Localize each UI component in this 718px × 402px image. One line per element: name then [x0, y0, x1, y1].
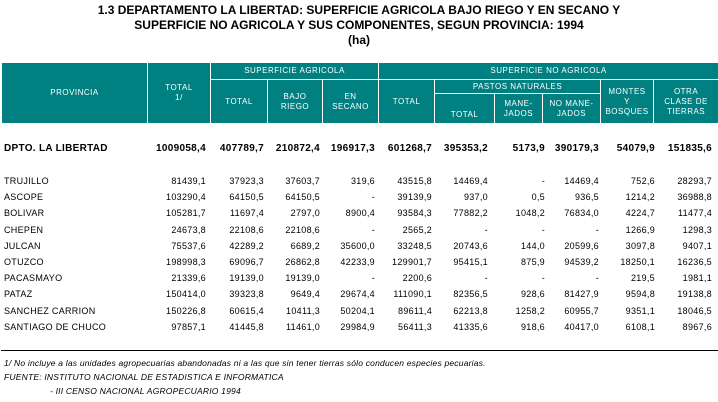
cell-value: 81439,1 [171, 176, 206, 186]
cell-value: 29674,4 [340, 289, 375, 300]
cell-value: - [541, 224, 545, 235]
cell-value: - [371, 192, 375, 203]
cell-value: 129901,7 [392, 257, 432, 267]
cell-value: 390179,3 [554, 143, 599, 154]
province-name: CHEPEN [4, 224, 44, 235]
cell-value: - [595, 273, 599, 284]
header-pastos-total: TOTAL [435, 94, 495, 124]
table-row [0, 190, 718, 204]
cell-value: 50204,1 [340, 305, 375, 316]
cell-value: 11697,4 [230, 208, 264, 219]
header-bajo-riego: BAJO RIEGO [268, 80, 323, 124]
title-line-1: 1.3 DEPARTAMENTO LA LIBERTAD: SUPERFICIE AGRICOLA BAJO RIEGO Y EN SECANO Y [97, 3, 621, 17]
cell-value: 2565,2 [402, 224, 432, 235]
source-line-2: - III CENSO NACIONAL AGROPECUARIO 1994 [50, 386, 241, 396]
cell-value: 198998,3 [166, 257, 206, 267]
cell-value: 937,0 [463, 192, 488, 203]
cell-value: 9649,4 [290, 289, 320, 300]
cell-value: 11477,4 [678, 208, 712, 219]
cell-value: 40417,0 [564, 321, 599, 332]
cell-value: 21339,6 [171, 273, 206, 284]
cell-value: 144,0 [520, 240, 545, 251]
header-no-manejados: NO MANE- JADOS [543, 94, 601, 124]
cell-value: 196917,3 [330, 143, 375, 154]
cell-value: 76834,0 [564, 208, 599, 219]
cell-value: 1298,3 [682, 224, 712, 235]
header-total: TOTAL 1/ [148, 63, 211, 124]
table-row [0, 271, 718, 285]
cell-value: 3097,8 [625, 240, 655, 251]
cell-value: 41445,8 [229, 321, 264, 332]
cell-value: 37603,7 [285, 176, 320, 186]
province-name: BOLIVAR [4, 208, 45, 219]
cell-value: 395353,2 [443, 143, 488, 154]
cell-value: - [541, 176, 545, 186]
cell-value: 2797,0 [290, 208, 320, 219]
cell-value: 10411,3 [286, 305, 320, 316]
cell-value: 93584,3 [397, 208, 432, 219]
header-otra-clase: OTRA CLASE DE TIERRAS [654, 80, 718, 124]
header-agricola-total: TOTAL [211, 80, 268, 124]
header-superficie-no-agricola: SUPERFICIE NO AGRICOLA [379, 63, 718, 80]
cell-value: 41335,6 [453, 321, 488, 332]
cell-value: 875,9 [520, 257, 545, 267]
cell-value: 42233,9 [340, 257, 375, 267]
cell-value: 22108,6 [285, 224, 320, 235]
cell-value: 75537,6 [171, 240, 206, 251]
total-row [0, 142, 718, 156]
cell-value: 18250,1 [620, 257, 655, 267]
cell-value: 219,5 [630, 273, 655, 284]
cell-value: 16236,5 [677, 257, 712, 267]
cell-value: 43515,8 [397, 176, 432, 186]
cell-value: 1266,9 [625, 224, 655, 235]
cell-value: 601268,7 [387, 143, 432, 154]
table-row [0, 174, 718, 188]
footnote-1: 1/ No incluye a las unidades agropecuarias abandonadas ni a las que sin tener tierras sólo conducen especies pecuarias. [4, 358, 486, 368]
cell-value: 95415,1 [453, 257, 488, 267]
province-name: ASCOPE [4, 192, 44, 203]
header-provincia: PROVINCIA [2, 63, 148, 124]
province-name: PACASMAYO [4, 273, 63, 284]
cell-value: 14469,4 [453, 176, 488, 186]
cell-value: 97857,1 [171, 321, 206, 332]
cell-value: 33248,5 [397, 240, 432, 251]
cell-value: 1214,2 [625, 192, 655, 203]
cell-value: 60615,4 [229, 305, 264, 316]
cell-value: 24673,8 [171, 224, 206, 235]
cell-value: 42289,2 [229, 240, 264, 251]
cell-value: 111090,1 [393, 289, 432, 300]
cell-value: 103290,4 [166, 192, 206, 203]
cell-value: 150414,0 [166, 289, 206, 300]
cell-value: 29984,9 [340, 321, 375, 332]
cell-value: 39323,8 [229, 289, 264, 300]
province-name: DPTO. LA LIBERTAD [4, 143, 108, 154]
title-units: (ha) [348, 33, 370, 47]
title-line-2: SUPERFICIE NO AGRICOLA Y SUS COMPONENTES, SEGUN PROVINCIA: 1994 [134, 18, 584, 32]
cell-value: 77882,2 [453, 208, 488, 219]
cell-value: 6108,1 [625, 321, 655, 332]
cell-value: 6689,2 [290, 240, 320, 251]
cell-value: - [595, 224, 599, 235]
cell-value: 1048,2 [515, 208, 545, 219]
cell-value: 37923,3 [229, 176, 264, 186]
cell-value: 8900,4 [345, 208, 375, 219]
cell-value: 407789,7 [219, 143, 264, 154]
cell-value: 8967,6 [682, 321, 712, 332]
cell-value: 936,5 [574, 192, 599, 203]
cell-value: 928,6 [520, 289, 545, 300]
cell-value: 36988,8 [677, 192, 712, 203]
cell-value: 82356,5 [453, 289, 488, 300]
province-name: TRUJILLO [4, 176, 49, 186]
cell-value: 20743,6 [453, 240, 488, 251]
cell-value: 18046,5 [677, 305, 712, 316]
table-row [0, 255, 718, 269]
cell-value: 1981,1 [682, 273, 712, 284]
cell-value: 94539,2 [564, 257, 599, 267]
cell-value: 35600,0 [340, 240, 375, 251]
province-name: OTUZCO [4, 257, 44, 267]
cell-value: 60955,7 [564, 305, 599, 316]
cell-value: 752,6 [630, 176, 655, 186]
cell-value: 54079,9 [616, 143, 655, 154]
cell-value: 19138,8 [677, 289, 712, 300]
cell-value: - [371, 273, 375, 284]
table-row [0, 239, 718, 253]
cell-value: 89611,4 [398, 305, 432, 316]
province-name: PATAZ [4, 289, 33, 300]
cell-value: 62213,8 [453, 305, 488, 316]
cell-value: 19139,0 [229, 273, 264, 284]
header-en-secano: EN SECANO [323, 80, 379, 124]
province-name: JULCAN [4, 240, 41, 251]
header-manejados: MANE- JADOS [495, 94, 543, 124]
cell-value: 19139,0 [285, 273, 320, 284]
cell-value: - [484, 273, 488, 284]
table-row [0, 287, 718, 301]
cell-value: 64150,5 [229, 192, 264, 203]
source-line: FUENTE: INSTITUTO NACIONAL DE ESTADISTICA E INFORMATICA [4, 372, 284, 382]
header-montes-bosques: MONTES Y BOSQUES [601, 80, 654, 124]
cell-value: 64150,5 [285, 192, 320, 203]
cell-value: 28293,7 [677, 176, 712, 186]
cell-value: 0,5 [531, 192, 545, 203]
cell-value: 105281,7 [166, 208, 206, 219]
cell-value: 9594,8 [625, 289, 655, 300]
cell-value: 1258,2 [515, 305, 545, 316]
table-header [1, 62, 718, 124]
cell-value: - [371, 224, 375, 235]
province-name: SANCHEZ CARRION [4, 305, 96, 316]
cell-value: 26862,8 [285, 257, 320, 267]
cell-value: 9407,1 [682, 240, 712, 251]
header-no-agricola-total: TOTAL [379, 80, 435, 124]
cell-value: 81427,9 [564, 289, 599, 300]
cell-value: 918,6 [520, 321, 545, 332]
cell-value: 39139,9 [397, 192, 432, 203]
table-title [0, 3, 718, 48]
cell-value: 151835,6 [667, 143, 712, 154]
table-row [0, 304, 718, 318]
header-pastos-naturales: PASTOS NATURALES [435, 80, 601, 94]
cell-value: - [541, 273, 545, 284]
cell-value: 20599,6 [564, 240, 599, 251]
cell-value: 2200,6 [402, 273, 432, 284]
cell-value: 14469,4 [564, 176, 599, 186]
cell-value: 210872,4 [275, 143, 320, 154]
cell-value: 319,6 [350, 176, 375, 186]
cell-value: 1009058,4 [156, 143, 206, 154]
table-row [0, 320, 718, 334]
cell-value: 4224,7 [625, 208, 655, 219]
table-row [0, 206, 718, 220]
header-superficie-agricola: SUPERFICIE AGRICOLA [211, 63, 379, 80]
cell-value: - [484, 224, 488, 235]
province-name: SANTIAGO DE CHUCO [4, 321, 107, 332]
bottom-rule [1, 350, 718, 351]
table-row [0, 223, 718, 237]
cell-value: 69096,7 [229, 257, 264, 267]
cell-value: 9351,1 [625, 305, 655, 316]
cell-value: 22108,6 [229, 224, 264, 235]
cell-value: 11461,0 [286, 321, 320, 332]
cell-value: 150226,8 [166, 305, 206, 316]
cell-value: 56411,3 [398, 321, 432, 332]
footnotes [4, 356, 486, 398]
cell-value: 5173,9 [512, 143, 545, 154]
